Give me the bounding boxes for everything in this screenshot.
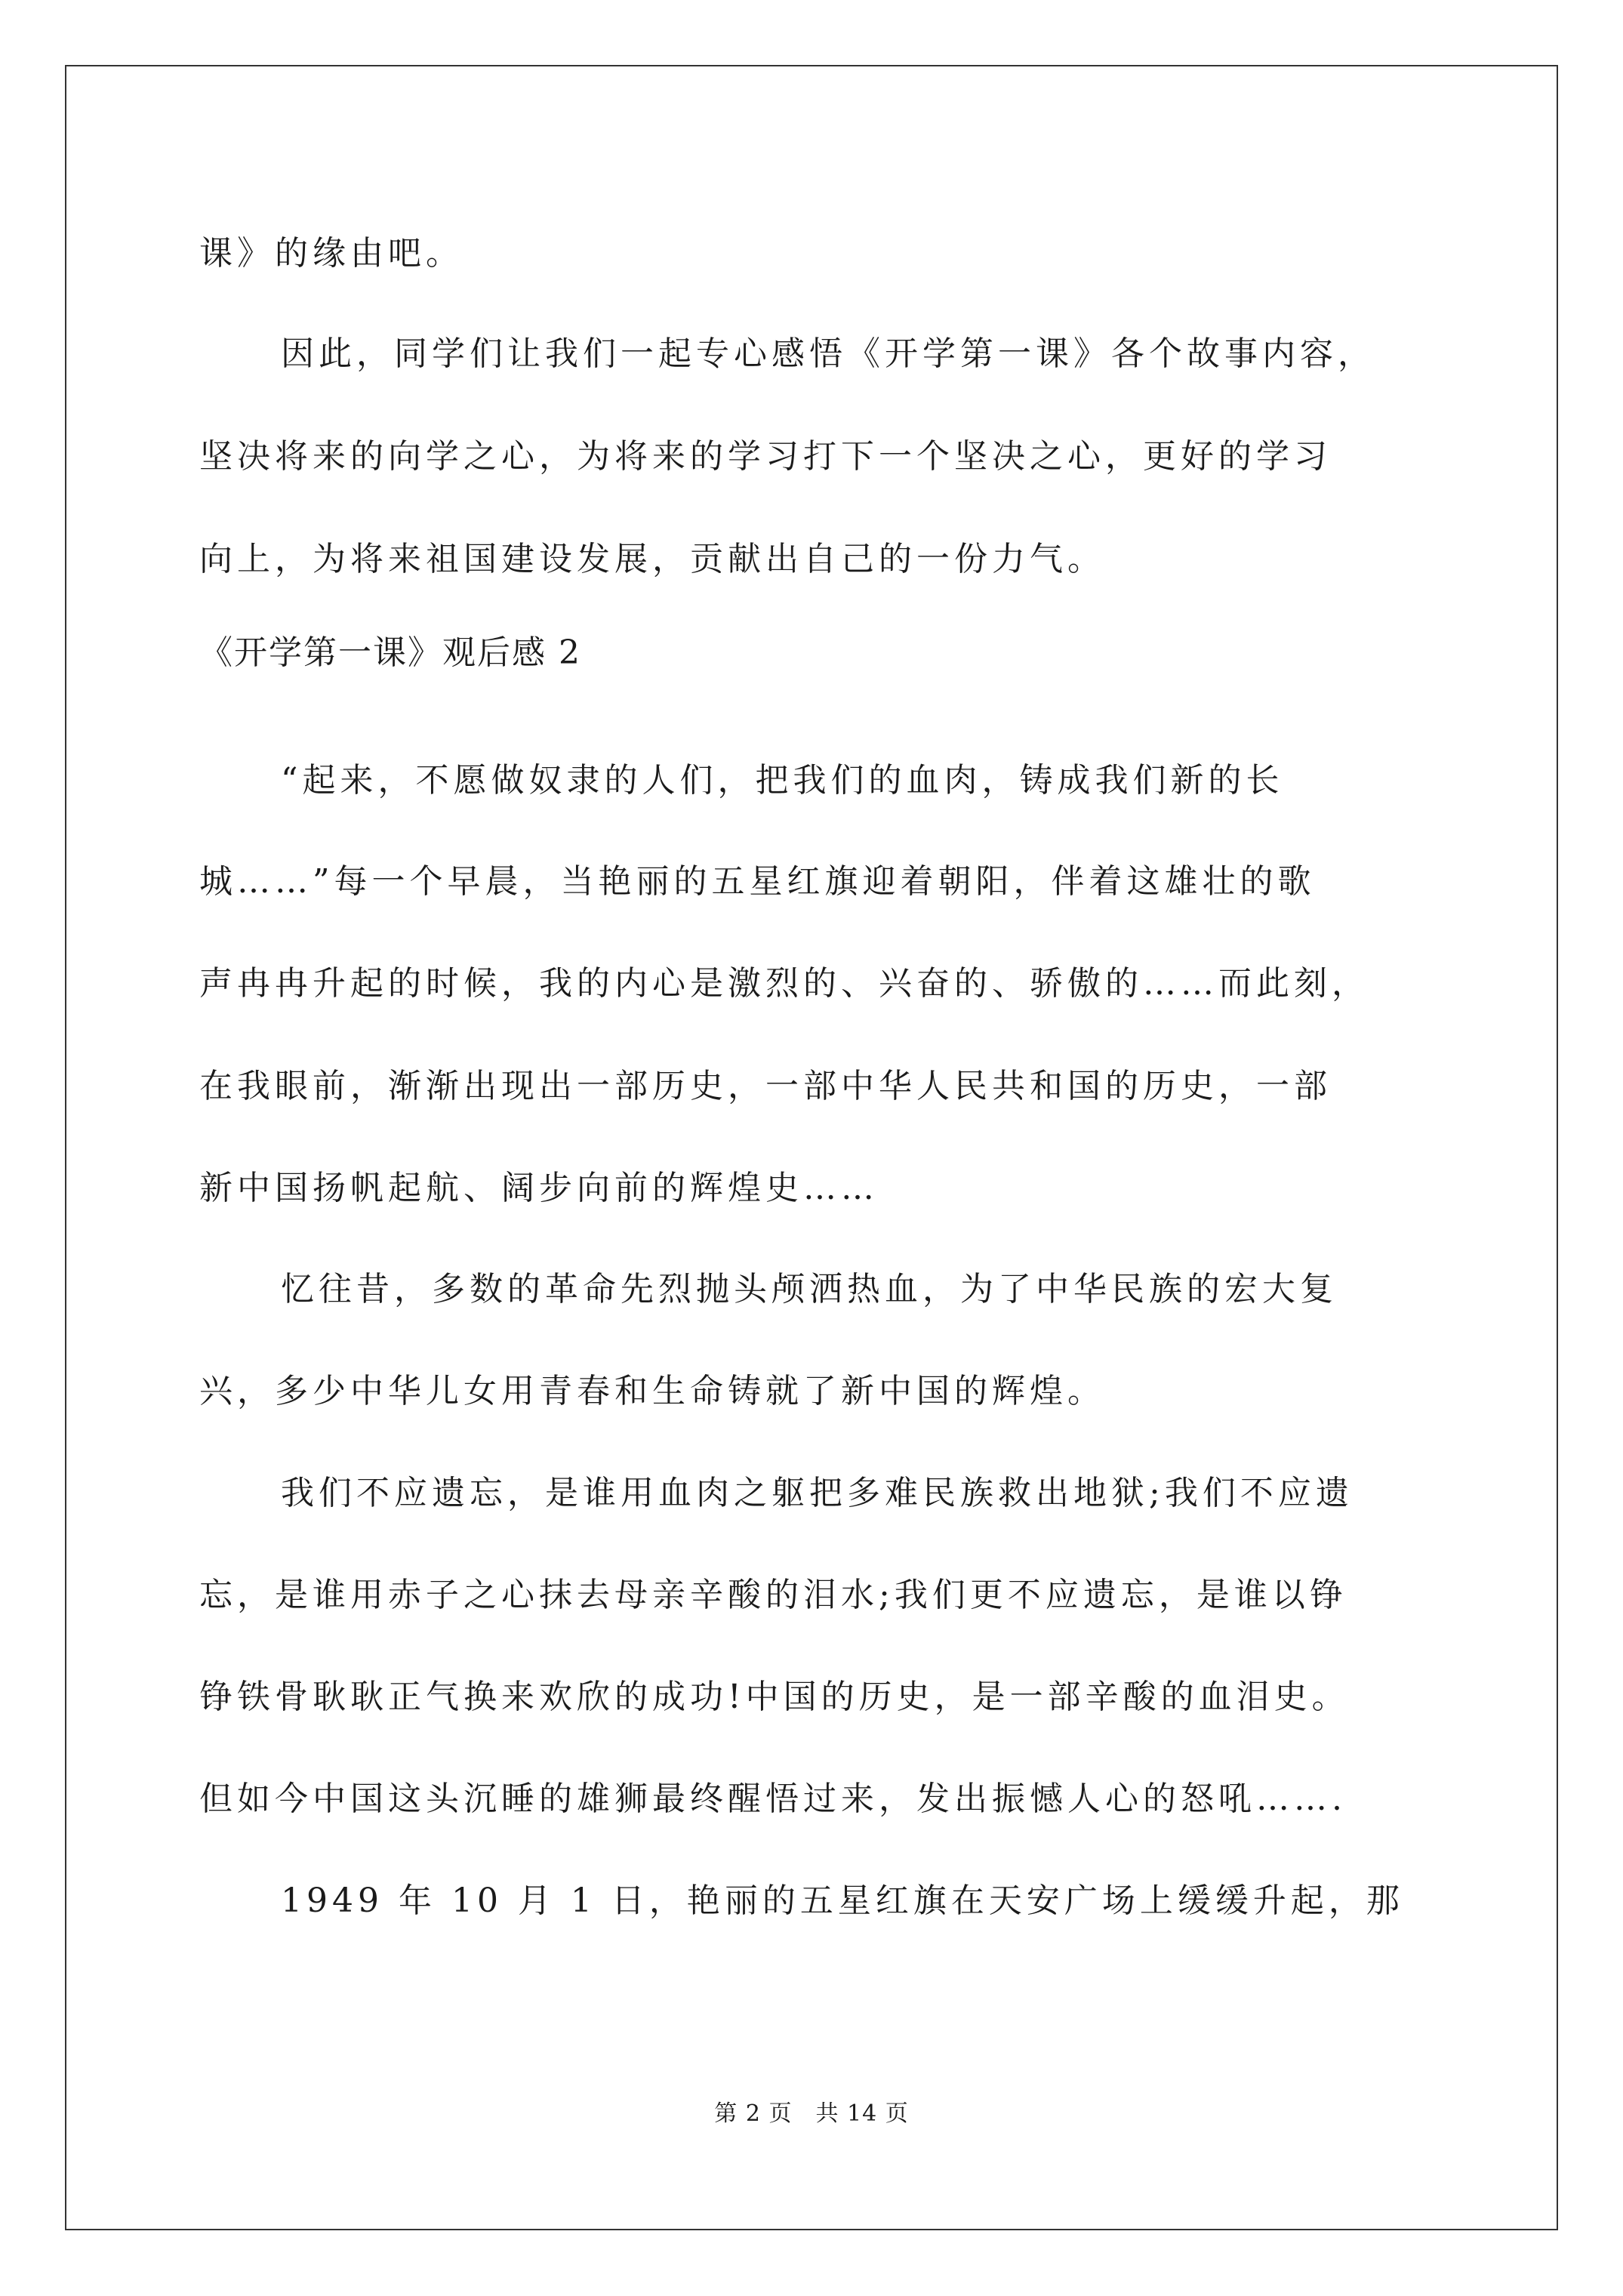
page-footer: 第 2 页 共 14 页 xyxy=(714,2100,909,2127)
body-line: 因此，同学们让我们一起专心感悟《开学第一课》各个故事内容， xyxy=(281,334,1375,373)
body-line: 课》的缘由吧。 xyxy=(199,234,463,273)
body-line: 1949 年 10 月 1 日，艳丽的五星红旗在天安广场上缓缓升起，那 xyxy=(281,1881,1404,1920)
body-line: 铮铁骨耿耿正气换来欢欣的成功!中国的历史，是一部辛酸的血泪史。 xyxy=(199,1678,1350,1716)
body-line: 我们不应遗忘，是谁用血肉之躯把多难民族救出地狱;我们不应遗 xyxy=(281,1474,1354,1512)
body-line: 声冉冉升起的时候，我的内心是激烈的、兴奋的、骄傲的……而此刻， xyxy=(199,964,1369,1003)
body-line: 坚决将来的向学之心，为将来的学习打下一个坚决之心，更好的学习 xyxy=(199,437,1332,476)
body-line: 但如今中国这头沉睡的雄狮最终醒悟过来，发出振憾人心的怒吼……. xyxy=(199,1780,1347,1818)
body-line: 新中国扬帆起航、阔步向前的辉煌史…… xyxy=(199,1169,879,1207)
body-line: 忘，是谁用赤子之心抹去母亲辛酸的泪水;我们更不应遗忘，是谁以铮 xyxy=(199,1576,1347,1614)
body-line: “起来，不愿做奴隶的人们，把我们的血肉，铸成我们新的长 xyxy=(281,761,1284,800)
body-line: 向上，为将来祖国建设发展，贡献出自己的一份力气。 xyxy=(199,540,1105,578)
body-line: 忆往昔，多数的革命先烈抛头颅洒热血，为了中华民族的宏大复 xyxy=(281,1270,1338,1308)
body-line: 城……”每一个早晨，当艳丽的五星红旗迎着朝阳，伴着这雄壮的歌 xyxy=(199,862,1316,901)
section-title: 《开学第一课》观后感 2 xyxy=(199,633,581,672)
body-line: 在我眼前，渐渐出现出一部历史，一部中华人民共和国的历史，一部 xyxy=(199,1067,1332,1105)
body-line: 兴，多少中华儿女用青春和生命铸就了新中国的辉煌。 xyxy=(199,1372,1105,1410)
